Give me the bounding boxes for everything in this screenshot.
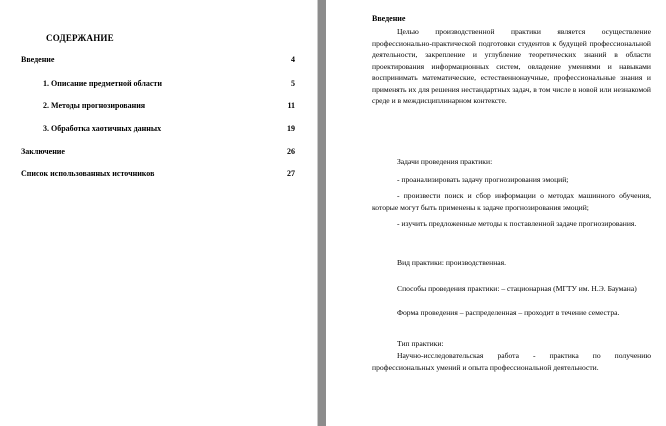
introduction-page [326, 0, 666, 426]
toc-entry-conclusion[interactable] [21, 145, 295, 159]
task-item: - изучить предложенные методы к поставленной задаче прогнозирования. [397, 219, 637, 228]
toc-entry-references[interactable] [21, 167, 295, 181]
toc-entry-label: 2. Методы прогнозирования [43, 101, 146, 110]
toc-entry-label: Введение [21, 55, 55, 64]
practice-form: Форма проведения – распределенная – проходит в течение семестра. [397, 308, 620, 317]
practice-type-heading: Тип практики: [397, 339, 444, 348]
toc-entry-page: 11 [287, 101, 295, 110]
toc-entry-label: 1. Описание предметной области [43, 79, 162, 88]
page-gap [318, 0, 326, 426]
toc-page [0, 0, 318, 426]
toc-entry-page: 19 [287, 124, 295, 133]
toc-entry-page: 5 [291, 79, 295, 88]
toc-entry-section-2[interactable] [21, 99, 295, 113]
task-item: - проанализировать задачу прогнозирования эмоций; [397, 175, 569, 184]
toc-entry-page: 27 [287, 169, 295, 178]
practice-kind: Вид практики: производственная. [397, 258, 507, 267]
introduction-title: Введение [372, 14, 406, 23]
toc-entry-section-3[interactable] [21, 122, 295, 136]
tasks-heading: Задачи проведения практики: [397, 157, 493, 166]
toc-entry-page: 26 [287, 147, 295, 156]
introduction-paragraph: Целью производственной практики является осуществление профессионально-практической подготовки студентов к будущей профессиональной деятельности, закрепление и углубление теоретических знаний в области проектирования информационных систем, овладение умениями и навыками воспринимать математические, естественнонаучные, профессиональные знания и применять их для решения нестандартных задач, в том числе в новой или незнакомой среде и в междисциплинарном контексте. [372, 27, 651, 105]
toc-entry-label: Список использованных источников [21, 169, 155, 178]
practice-type-text: Научно-исследовательская работа - практика по получению профессиональных умений и опыта профессиональной деятельности. [372, 351, 651, 372]
toc-entry-page: 4 [291, 55, 295, 64]
task-item: - произвести поиск и сбор информации о методах машинного обучения, которые могут быть применены к задаче прогнозирования эмоций; [372, 191, 651, 212]
toc-entry-introduction[interactable] [21, 53, 295, 67]
toc-entry-label: Заключение [21, 147, 65, 156]
toc-entry-label: 3. Обработка хаотичных данных [43, 124, 162, 133]
toc-entry-section-1[interactable] [21, 77, 295, 91]
toc-title: СОДЕРЖАНИЕ [46, 33, 114, 43]
practice-methods: Способы проведения практики: – стационарная (МГТУ им. Н.Э. Баумана) [397, 284, 637, 293]
